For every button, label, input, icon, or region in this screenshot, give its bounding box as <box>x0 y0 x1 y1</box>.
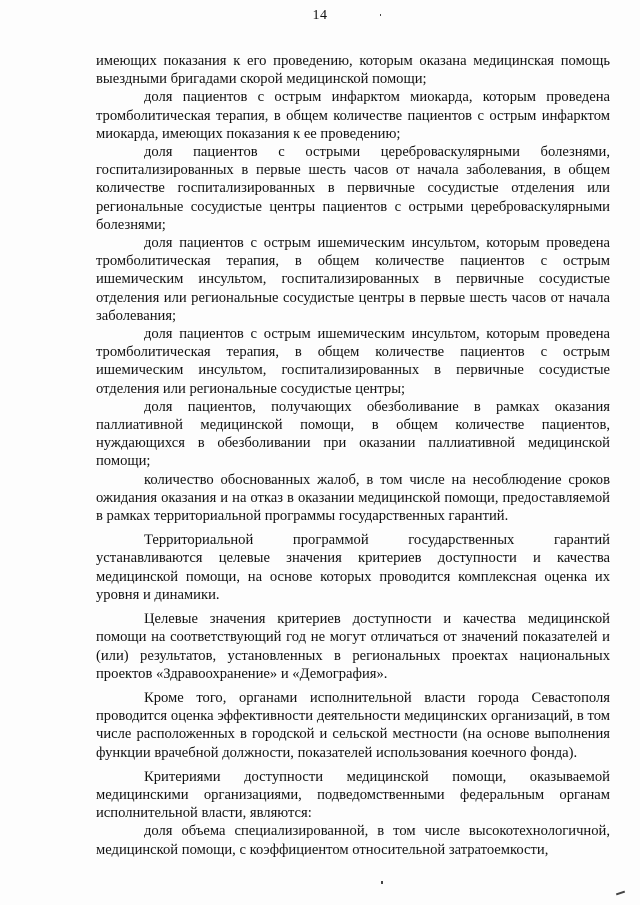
paragraph-7: количество обоснованных жалоб, в том числе на несоблюдение сроков ожидания оказания и на отказ в оказании медицинской помощи, предоставляемой в рамках территориальной программы государственных гарантий. <box>96 471 610 525</box>
paragraph-10: Кроме того, органами исполнительной власти города Севастополя проводится оценка эффективности деятельности медицинских организаций, в том числе расположенных в городской и сельской местности (на основе выполнения функции врачебной должности, показателей использования коечного фонда). <box>96 689 610 761</box>
paragraph-11: Критериями доступности медицинской помощи, оказываемой медицинскими организациями, подведомственными федеральным органам исполнительной власти, являются: <box>96 768 610 822</box>
scan-speck <box>381 881 383 884</box>
paragraph-4: доля пациентов с острым ишемическим инсультом, которым проведена тромболитическая терапия, в общем количестве пациентов с острым ишемическим инсультом, госпитализированных в первичные сосудистые отделения или региональные сосудистые центры в первые шесть часов от начала заболевания; <box>96 235 610 324</box>
paragraph-3: доля пациентов с острыми цереброваскулярными болезнями, госпитализированных в первые шесть часов от начала заболевания, в общем количестве госпитализированных в первичные сосудистые отделения или региональные сосудистые центры пациентов с острыми цереброваскулярными болезнями; <box>96 144 610 233</box>
paragraph-5: доля пациентов с острым ишемическим инсультом, которым проведена тромболитическая терапия, в общем количестве пациентов с острым ишемическим инсультом, госпитализированных в первичные сосудистые отделения или региональные сосудистые центры; <box>96 326 610 397</box>
paragraph-9: Целевые значения критериев доступности и качества медицинской помощи на соответствующий год не могут отличаться от значений показателей и (или) результатов, установленных в региональных проектах национальных проектов «Здравоохранение» и «Демография». <box>96 611 610 682</box>
scan-speck <box>380 14 381 16</box>
paragraph-6: доля пациентов, получающих обезболивание в рамках оказания паллиативной медицинской помощи, в общем количестве пациентов, нуждающихся в обезболивании при оказании паллиативной медицинской помощи; <box>96 398 610 470</box>
paragraph-1: имеющих показания к его проведению, которым оказана медицинская помощь выездными бригадами скорой медицинской помощи; <box>96 53 610 88</box>
paragraph-2: доля пациентов с острым инфарктом миокарда, которым проведена тромболитическая терапия, в общем количестве пациентов с острым инфарктом миокарда, имеющих показания к ее проведению; <box>96 89 610 142</box>
paragraph-12: доля объема специализированной, в том числе высокотехнологичной, медицинской помощи, с коэффициентом относительной затратоемкости, <box>96 823 610 858</box>
page-number: 14 <box>312 8 328 23</box>
document-body <box>96 52 610 859</box>
paragraph-8: Территориальной программой государственных гарантий устанавливаются целевые значения критериев доступности и качества медицинской помощи, на основе которых проводится комплексная оценка их уровня и динамики. <box>96 532 610 603</box>
scan-speck <box>616 891 625 896</box>
